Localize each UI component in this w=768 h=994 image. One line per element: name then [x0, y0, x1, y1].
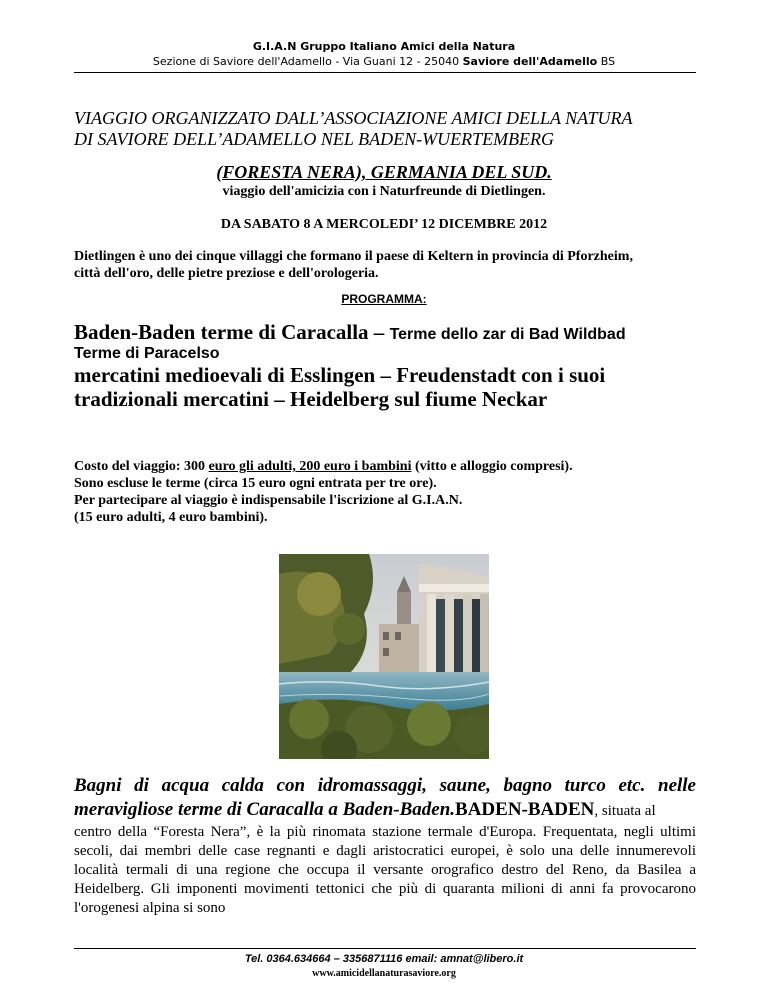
- footer-contacts: Tel. 0364.634664 – 3356871116 email: amnat@libero.it: [244, 953, 524, 965]
- article-body: centro della “Foresta Nera”, è la più rinomata stazione termale d'Europa. Frequentata, negli ultimi secoli, dai membri delle case regnanti e dagli aristocratici europei, è solo una delle innumerevoli località termali di una regione che occupa il versante orografico destro del Reno, da Basilea a Heidelberg. Gli imponenti movimenti tettonici che più di quaranta milioni di anni fa provocarono l'orogenesi alpina si sono: [74, 824, 696, 916]
- org-address-town: Saviore dell'Adamello: [462, 55, 598, 68]
- cost-line3: Per partecipare al viaggio è indispensabile l'iscrizione al G.I.A.N.: [74, 493, 463, 508]
- org-name: G.I.A.N Gruppo Italiano Amici della Natura: [252, 40, 516, 53]
- intro-line2: città dell'oro, delle pietre preziose e dell'orologeria.: [74, 266, 379, 281]
- cost-section: [74, 458, 714, 526]
- intro-paragraph: [74, 248, 704, 282]
- trip-title: [74, 108, 704, 150]
- header-divider: [74, 72, 696, 73]
- cost-line4: (15 euro adulti, 4 euro bambini).: [74, 510, 268, 525]
- itinerary-line3: mercatini medioevali di Esslingen – Freudenstadt con i suoi: [74, 363, 606, 387]
- article-lead-italic: Bagni di acqua calda con idromassaggi, saune, bagno turco etc. nelle meravigliose terme di Caracalla a Baden-Baden.: [74, 775, 696, 820]
- itinerary-part3: Terme di Paracelso: [74, 345, 220, 362]
- org-address-prefix: Sezione di Saviore dell'Adamello - Via Guani 12 - 25040: [152, 55, 463, 68]
- itinerary-part1: Baden-Baden terme di Caracalla –: [74, 320, 390, 344]
- cost-included: (vitto e alloggio compresi).: [411, 459, 573, 474]
- friendship-note: viaggio dell'amicizia con i Naturfreunde di Dietlingen.: [222, 184, 546, 199]
- thermal-baths-photo: [279, 554, 489, 759]
- itinerary: [74, 320, 714, 411]
- cost-adults-children: euro gli adulti, 200 euro i bambini: [208, 459, 412, 474]
- article-lead: [74, 774, 696, 823]
- cost-label: Costo del viaggio: 300: [74, 459, 209, 474]
- trip-subtitle: (FORESTA NERA), GERMANIA DEL SUD.: [216, 162, 552, 182]
- article-lead-place: BADEN-BADEN: [455, 799, 595, 820]
- org-address-suffix: BS: [597, 55, 616, 68]
- org-address: [0, 55, 768, 68]
- article-lead-rest: , situata al: [594, 803, 656, 819]
- cost-line1: [74, 458, 714, 475]
- trip-title-line1: VIAGGIO ORGANIZZATO DALL’ASSOCIAZIONE AMICI DELLA NATURA: [74, 108, 633, 128]
- cost-line2: Sono escluse le terme (circa 15 euro ogni entrata per tre ore).: [74, 476, 437, 491]
- itinerary-line4: tradizionali mercatini – Heidelberg sul fiume Neckar: [74, 387, 548, 411]
- trip-title-line2: DI SAVIORE DELL’ADAMELLO NEL BADEN-WUERTEMBERG: [74, 129, 555, 149]
- footer-website: www.amicidellanaturasaviore.org: [312, 968, 456, 979]
- itinerary-part2: Terme dello zar di Bad Wildbad: [389, 326, 626, 343]
- programma-heading: PROGRAMMA:: [341, 292, 427, 306]
- trip-dates: DA SABATO 8 A MERCOLEDI’ 12 DICEMBRE 2012: [220, 217, 548, 232]
- thermal-baths-illustration: [279, 554, 489, 759]
- footer-divider: [74, 948, 696, 949]
- intro-line1: Dietlingen è uno dei cinque villaggi che formano il paese di Keltern in provincia di Pforzheim,: [74, 249, 633, 264]
